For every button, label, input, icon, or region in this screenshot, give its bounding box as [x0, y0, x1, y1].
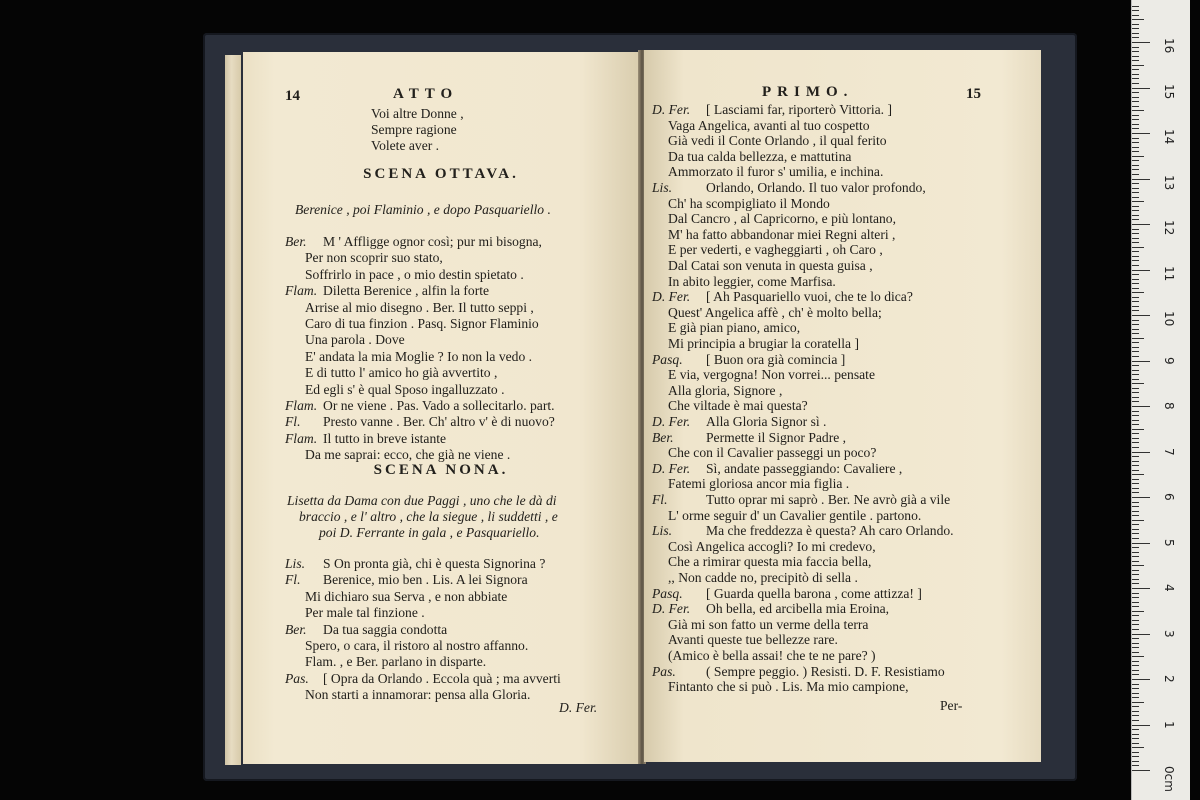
ruler-tick: [1132, 492, 1139, 493]
ruler-tick: [1132, 88, 1150, 89]
ruler-tick: [1132, 238, 1139, 239]
ruler-tick: [1132, 679, 1150, 680]
ruler-tick: [1132, 474, 1144, 475]
dialogue-line: Per non scoprir suo stato,: [305, 250, 443, 266]
dialogue-line: Fatemi gloriosa ancor mia figlia .: [668, 476, 850, 492]
speaker-label: Pasq.: [652, 351, 683, 367]
ruler-tick: [1132, 602, 1139, 603]
ruler-tick: [1132, 133, 1150, 134]
ruler-tick: [1132, 156, 1144, 157]
ruler-tick: [1132, 693, 1139, 694]
ruler-tick: [1132, 229, 1139, 230]
ruler-tick: [1132, 729, 1139, 730]
dialogue-line: Dal Catai son venuta in questa guisa ,: [668, 258, 873, 273]
speaker-label: Fl.: [652, 492, 668, 507]
dialogue-line: Orlando, Orlando. Il tuo valor profondo,: [706, 180, 926, 195]
speaker-label: D. Fer.: [652, 414, 691, 429]
ruler-tick: [1132, 10, 1139, 11]
ruler-tick: [1132, 138, 1139, 139]
ruler-tick: [1132, 447, 1139, 448]
ruler-tick: [1132, 670, 1139, 671]
ruler-tick: [1132, 219, 1139, 220]
dialogue-line: Or ne viene . Pas. Vado a sollecitarlo. part.: [323, 398, 555, 413]
ruler-tick: [1132, 47, 1139, 48]
dialogue-line: Mi principia a brugiar la coratella ]: [668, 336, 859, 351]
ruler-tick: [1132, 78, 1139, 79]
ruler-tick: [1132, 251, 1139, 252]
ruler-tick: [1132, 6, 1139, 7]
ruler-tick: [1132, 593, 1139, 594]
ruler-label: 2: [1162, 675, 1176, 683]
ruler-tick: [1132, 597, 1139, 598]
ruler-tick: [1132, 15, 1139, 16]
ruler-tick: [1132, 97, 1139, 98]
ruler-tick: [1132, 33, 1139, 34]
ruler-tick: [1132, 511, 1139, 512]
ruler-tick: [1132, 397, 1139, 398]
ruler-tick: [1132, 183, 1139, 184]
dialogue-line: L' orme seguir d' un Cavalier gentile . partono.: [668, 507, 922, 523]
ruler-tick: [1132, 51, 1139, 52]
ruler-tick: [1132, 665, 1139, 666]
dialogue-line: Presto vanne . Ber. Ch' altro v' è di nuovo?: [323, 414, 555, 430]
speaker-label: Pasq.: [652, 585, 683, 601]
dialogue-line: Avanti queste tue bellezze rare.: [668, 632, 838, 648]
ruler-tick: [1132, 279, 1139, 280]
dialogue-line: Fintanto che si può . Lis. Ma mio campione,: [668, 679, 909, 695]
ruler-tick: [1132, 538, 1139, 539]
ruler-tick: [1132, 256, 1139, 257]
dialogue-line: Mi dichiaro sua Serva , e non abbiate: [305, 588, 508, 604]
dialogue-line: Per male tal finzione .: [305, 605, 425, 621]
ruler-label: 16: [1162, 38, 1176, 54]
ruler-tick: [1132, 147, 1139, 148]
ruler-label: 9: [1162, 356, 1176, 365]
dialogue-line: Ch' ha scompigliato il Mondo: [668, 195, 830, 211]
dialogue-line: Soffrirlo in pace , o mio destin spietato .: [305, 266, 524, 282]
speaker-label: Flam.: [285, 398, 318, 413]
ruler-tick: [1132, 497, 1150, 498]
ruler-tick: [1132, 711, 1139, 712]
speaker-label: Fl.: [285, 414, 301, 430]
ruler-tick: [1132, 456, 1139, 457]
ruler-tick: [1132, 19, 1144, 20]
dialogue-line: Il tutto in breve istante: [323, 430, 447, 446]
ruler-tick: [1132, 292, 1144, 293]
ruler-tick: [1132, 465, 1139, 466]
dialogue-line: Alla Gloria Signor sì .: [706, 414, 827, 429]
ruler-tick: [1132, 765, 1139, 766]
ruler-tick: [1132, 206, 1139, 207]
ruler-tick: [1132, 160, 1139, 161]
verse-line: Voi altre Donne ,: [371, 106, 464, 121]
speaker-label: Flam.: [285, 283, 318, 299]
running-head: ATTO: [393, 86, 459, 102]
ruler-tick: [1132, 725, 1150, 726]
dialogue-line: E per vederti, e vagheggiarti , oh Caro ,: [668, 242, 883, 258]
ruler-tick: [1132, 615, 1139, 616]
dialogue-line: M' ha fatto abbandonar miei Regni alteri ,: [668, 226, 896, 242]
dialogue-line: Ma che freddezza è questa? Ah caro Orlando.: [706, 523, 954, 539]
ruler-tick: [1132, 270, 1150, 271]
dialogue-line: Da me saprai: ecco, che già ne viene .: [305, 447, 511, 463]
dialogue-line: Alla gloria, Signore ,: [668, 382, 783, 398]
ruler-tick: [1132, 42, 1150, 43]
verse-line: Sempre ragione: [371, 122, 457, 137]
ruler-tick: [1132, 165, 1139, 166]
ruler-tick: [1132, 192, 1139, 193]
ruler-label: 15: [1162, 83, 1176, 99]
ruler-tick: [1132, 174, 1139, 175]
ruler-tick: [1132, 24, 1139, 25]
ruler-tick: [1132, 756, 1139, 757]
ruler-label: 7: [1162, 447, 1176, 456]
speaker-label: Pas.: [285, 670, 309, 686]
dialogue-line: Quest' Angelica affè , ch' è molto bella;: [668, 304, 882, 320]
dialogue-line: Da tua saggia condotta: [323, 621, 448, 637]
speaker-label: Fl.: [285, 572, 301, 588]
ruler-tick: [1132, 620, 1139, 621]
ruler-tick: [1132, 452, 1150, 453]
ruler-tick: [1132, 415, 1139, 416]
page-number: 14: [285, 88, 300, 104]
ruler-tick: [1132, 479, 1139, 480]
ruler-tick: [1132, 747, 1144, 748]
ruler-tick: [1132, 438, 1139, 439]
ruler-tick: [1132, 356, 1139, 357]
ruler-tick: [1132, 329, 1139, 330]
ruler-label: 6: [1162, 493, 1176, 501]
scene-title: SCENA NONA.: [373, 462, 509, 478]
dialogue-line: Già mi son fatto un verme della terra: [668, 616, 869, 632]
dialogue-line: In abito leggier, come Marfisa.: [668, 273, 836, 289]
dialogue-line: Permette il Signor Padre ,: [706, 429, 847, 445]
ruler-tick: [1132, 83, 1139, 84]
dialogue-line: Ammorzato il furor s' umilia, e inchina.: [668, 164, 884, 180]
dialogue-line: Flam. , e Ber. parlano in disparte.: [305, 654, 487, 670]
ruler-tick: [1132, 310, 1139, 311]
scene-title: SCENA OTTAVA.: [363, 166, 519, 182]
speaker-label: Flam.: [285, 430, 318, 446]
catchword: Per-: [940, 698, 963, 713]
ruler-tick: [1132, 342, 1139, 343]
dialogue-line: E' andata la mia Moglie ? Io non la vedo .: [305, 348, 533, 364]
ruler-tick: [1132, 734, 1139, 735]
ruler-tick: [1132, 702, 1144, 703]
dialogue-line: [ Opra da Orlando . Eccola quà ; ma avverti: [323, 670, 561, 686]
ruler-tick: [1132, 365, 1139, 366]
ruler-label: 4: [1162, 584, 1176, 592]
dialogue-line: M ' Affligge ognor così; pur mi bisogna,: [323, 234, 542, 249]
ruler-tick: [1132, 583, 1139, 584]
ruler-tick: [1132, 324, 1139, 325]
ruler-tick: [1132, 643, 1139, 644]
ruler-tick: [1132, 556, 1139, 557]
dialogue-line: Vaga Angelica, avanti al tuo cospetto: [668, 117, 870, 133]
dialogue-line: [ Guarda quella barona , come attizza! ]: [706, 585, 922, 601]
scene-characters: poi D. Ferrante in gala , e Pasquariello.: [319, 525, 540, 540]
ruler-tick: [1132, 297, 1139, 298]
ruler-tick: [1132, 69, 1139, 70]
ruler-tick: [1132, 588, 1150, 589]
ruler-tick: [1132, 233, 1139, 234]
ruler-tick: [1132, 420, 1139, 421]
speaker-label: Lis.: [652, 180, 673, 195]
ruler-label: 3: [1162, 629, 1176, 638]
ruler-tick: [1132, 106, 1139, 107]
dialogue-line: Oh bella, ed arcibella mia Eroina,: [706, 601, 890, 617]
dialogue-line: Non starti a innamorar: pensa alla Gloria.: [305, 687, 531, 703]
ruler-tick: [1132, 179, 1150, 180]
speaker-label: Lis.: [652, 523, 673, 539]
ruler-tick: [1132, 288, 1139, 289]
ruler-tick: [1132, 215, 1139, 216]
ruler-tick: [1132, 65, 1144, 66]
ruler-tick: [1132, 351, 1139, 352]
page-edges: [225, 55, 241, 765]
ruler-label: 14: [1162, 129, 1176, 145]
ruler-tick: [1132, 424, 1139, 425]
ruler-label: 13: [1162, 174, 1176, 190]
ruler-tick: [1132, 624, 1139, 625]
ruler-tick: [1132, 574, 1139, 575]
ruler-tick: [1132, 92, 1139, 93]
ruler-tick: [1132, 210, 1139, 211]
ruler-label: 12: [1162, 220, 1176, 236]
ruler-tick: [1132, 142, 1139, 143]
ruler-tick: [1132, 56, 1139, 57]
ruler-tick: [1132, 488, 1139, 489]
ruler-tick: [1132, 606, 1139, 607]
ruler-tick: [1132, 656, 1144, 657]
ruler-tick: [1132, 611, 1144, 612]
ruler-tick: [1132, 274, 1139, 275]
ruler-tick: [1132, 543, 1150, 544]
speaker-label: D. Fer.: [652, 601, 691, 617]
ruler-tick: [1132, 652, 1139, 653]
dialogue-line: E già pian piano, amico,: [668, 320, 801, 336]
ruler-tick: [1132, 124, 1139, 125]
dialogue-line: Berenice, mio ben . Lis. A lei Signora: [323, 572, 528, 588]
speaker-label: D. Fer.: [652, 102, 691, 117]
ruler-tick: [1132, 224, 1150, 225]
ruler-tick: [1132, 301, 1139, 302]
ruler-tick: [1132, 743, 1139, 744]
ruler-tick: [1132, 647, 1139, 648]
ruler-tick: [1132, 128, 1139, 129]
ruler-tick: [1132, 697, 1139, 698]
ruler-tick: [1132, 169, 1139, 170]
ruler-tick: [1132, 515, 1139, 516]
dialogue-line: Una parola . Dove: [305, 332, 405, 348]
ruler-tick: [1132, 333, 1139, 334]
scene-characters: Lisetta da Dama con due Paggi , uno che le dà di: [287, 493, 557, 508]
ruler-tick: [1132, 429, 1144, 430]
ruler-tick: [1132, 151, 1139, 152]
ruler-tick: [1132, 529, 1139, 530]
ruler-tick: [1132, 315, 1150, 316]
catchword: D. Fer.: [559, 700, 598, 715]
ruler-label: 5: [1162, 538, 1176, 547]
left-page: [243, 52, 639, 764]
ruler-tick: [1132, 74, 1139, 75]
dialogue-line: Tutto oprar mi saprò . Ber. Ne avrò già a vile: [706, 492, 951, 507]
ruler-tick: [1132, 770, 1150, 771]
dialogue-line: [ Buon ora già comincia ]: [706, 351, 846, 367]
dialogue-line: [ Lasciami far, riporterò Vittoria. ]: [706, 102, 892, 117]
dialogue-line: Diletta Berenice , alfin la forte: [323, 283, 490, 299]
ruler-tick: [1132, 579, 1139, 580]
ruler-tick: [1132, 752, 1139, 753]
dialogue-line: Che con il Cavalier passeggi un poco?: [668, 445, 877, 461]
dialogue-line: Già vedi il Conte Orlando , il qual ferito: [668, 133, 887, 149]
dialogue-line: [ Ah Pasquariello vuoi, che te lo dica?: [706, 289, 913, 305]
ruler-tick: [1132, 442, 1139, 443]
ruler-tick: [1132, 320, 1139, 321]
dialogue-line: Ed egli s' è qual Sposo ingalluzzato .: [305, 381, 505, 397]
measuring-ruler: [1131, 0, 1190, 800]
ruler-tick: [1132, 761, 1139, 762]
ruler-tick: [1132, 502, 1139, 503]
ruler-tick: [1132, 110, 1144, 111]
right-page: [644, 50, 1041, 762]
dialogue-line: Che a rimirar questa mia faccia bella,: [668, 554, 872, 570]
ruler-tick: [1132, 115, 1139, 116]
ruler-tick: [1132, 338, 1144, 339]
ruler-tick: [1132, 706, 1139, 707]
ruler-tick: [1132, 201, 1144, 202]
speaker-label: Ber.: [285, 234, 307, 249]
ruler-tick: [1132, 361, 1150, 362]
dialogue-line: Caro di tua finzion . Pasq. Signor Flaminio: [305, 316, 539, 331]
ruler-tick: [1132, 520, 1144, 521]
ruler-tick: [1132, 260, 1139, 261]
ruler-tick: [1132, 561, 1139, 562]
ruler-tick: [1132, 506, 1139, 507]
dialogue-line: Che viltade è mai questa?: [668, 398, 808, 414]
ruler-tick: [1132, 347, 1139, 348]
speaker-label: Ber.: [285, 621, 307, 637]
ruler-tick: [1132, 383, 1144, 384]
ruler-tick: [1132, 661, 1139, 662]
ruler-tick: [1132, 688, 1139, 689]
ruler-label: 10: [1162, 311, 1176, 327]
dialogue-line: Da tua calda bellezza, e mattutina: [668, 148, 852, 164]
speaker-label: Lis.: [285, 556, 306, 571]
dialogue-line: E di tutto l' amico ho già avvertito ,: [305, 365, 498, 381]
ruler-tick: [1132, 629, 1139, 630]
verse-line: Volete aver .: [371, 138, 440, 153]
ruler-label: 0cm: [1162, 766, 1176, 792]
dialogue-line: Così Angelica accogli? Io mi credevo,: [668, 538, 876, 554]
ruler-tick: [1132, 461, 1139, 462]
ruler-tick: [1132, 392, 1139, 393]
ruler-tick: [1132, 101, 1139, 102]
ruler-label: 11: [1162, 265, 1176, 281]
ruler-tick: [1132, 306, 1139, 307]
speaker-label: Ber.: [652, 429, 674, 445]
ruler-tick: [1132, 483, 1139, 484]
dialogue-line: ,, Non cadde no, precipitò di sella .: [668, 570, 858, 585]
ruler-tick: [1132, 634, 1150, 635]
ruler-tick: [1132, 28, 1139, 29]
ruler-tick: [1132, 370, 1139, 371]
ruler-tick: [1132, 197, 1139, 198]
ruler-tick: [1132, 119, 1139, 120]
ruler-tick: [1132, 406, 1150, 407]
ruler-tick: [1132, 674, 1139, 675]
dialogue-line: ( Sempre peggio. ) Resisti. D. F. Resistiamo: [706, 663, 945, 679]
ruler-tick: [1132, 401, 1139, 402]
ruler-tick: [1132, 565, 1144, 566]
dialogue-line: Sì, andate passeggiando: Cavaliere ,: [706, 460, 903, 476]
ruler-tick: [1132, 715, 1139, 716]
ruler-tick: [1132, 533, 1139, 534]
ruler-tick: [1132, 388, 1139, 389]
running-head: PRIMO.: [762, 84, 854, 100]
dialogue-line: S On pronta già, chi è questa Signorina ?: [323, 556, 546, 571]
ruler-tick: [1132, 247, 1144, 248]
ruler-tick: [1132, 684, 1139, 685]
ruler-tick: [1132, 433, 1139, 434]
scene-characters: braccio , e l' altro , che la siegue , li suddetti , e: [299, 509, 558, 524]
ruler-tick: [1132, 552, 1139, 553]
ruler-label: 8: [1162, 402, 1176, 410]
ruler-tick: [1132, 265, 1139, 266]
dialogue-line: Spero, o cara, il ristoro al nostro affanno.: [305, 638, 529, 653]
ruler-tick: [1132, 242, 1139, 243]
ruler-tick: [1132, 188, 1139, 189]
ruler-tick: [1132, 570, 1139, 571]
ruler-tick: [1132, 37, 1139, 38]
ruler-label: 1: [1162, 720, 1176, 729]
ruler-tick: [1132, 379, 1139, 380]
ruler-tick: [1132, 60, 1139, 61]
dialogue-line: Dal Cancro , al Capricorno, e più lontano,: [668, 211, 897, 227]
dialogue-line: E via, vergogna! Non vorrei... pensate: [668, 367, 875, 383]
ruler-tick: [1132, 547, 1139, 548]
dialogue-line: Arrise al mio disegno . Ber. Il tutto seppi ,: [305, 299, 534, 315]
ruler-tick: [1132, 524, 1139, 525]
scene-characters: Berenice , poi Flaminio , e dopo Pasquariello .: [295, 202, 551, 217]
speaker-label: D. Fer.: [652, 460, 691, 476]
speaker-label: Pas.: [652, 663, 676, 679]
ruler-tick: [1132, 720, 1139, 721]
ruler-tick: [1132, 738, 1139, 739]
ruler-tick: [1132, 470, 1139, 471]
dialogue-line: (Amico è bella assai! che te ne pare? ): [668, 648, 876, 663]
ruler-tick: [1132, 374, 1139, 375]
ruler-tick: [1132, 638, 1139, 639]
page-number: 15: [966, 86, 981, 102]
speaker-label: D. Fer.: [652, 289, 691, 305]
ruler-tick: [1132, 411, 1139, 412]
ruler-tick: [1132, 283, 1139, 284]
